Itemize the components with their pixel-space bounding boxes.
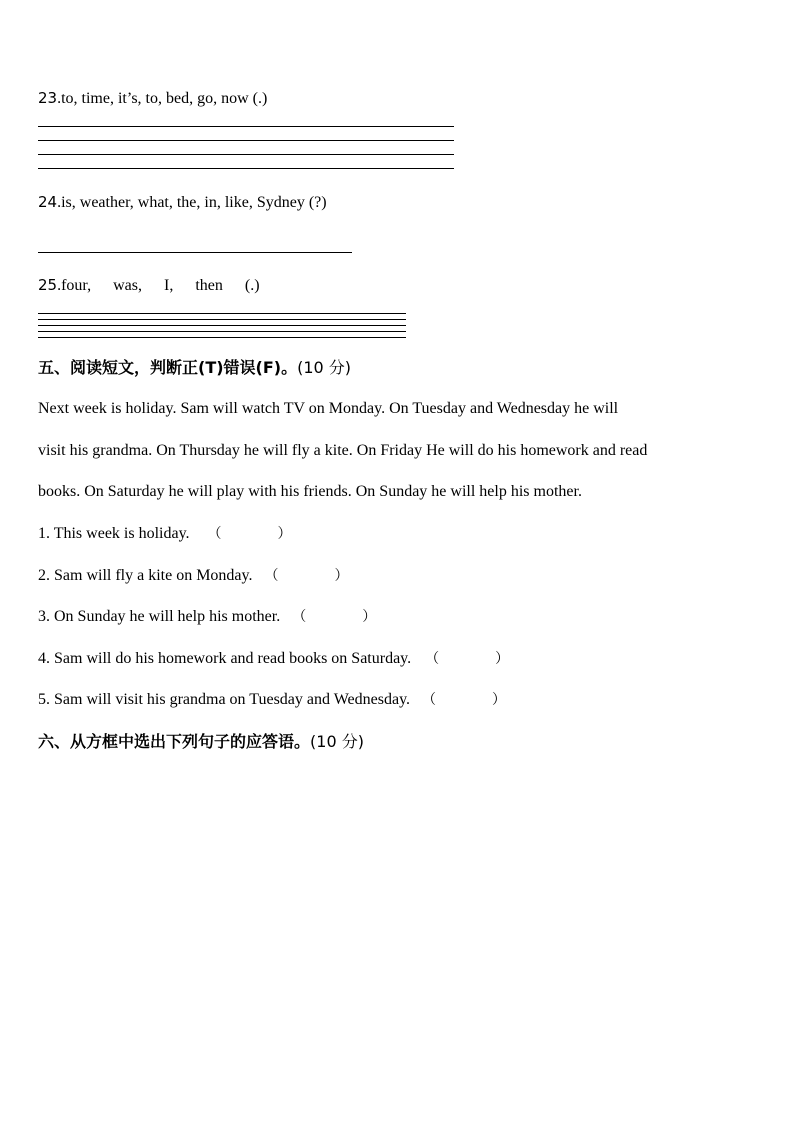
section-title: 六、从方框中选出下列句子的应答语。 [38, 732, 311, 751]
answer-line [38, 154, 454, 155]
question-word: then [195, 277, 223, 294]
answer-blank[interactable]: （ ） [422, 692, 507, 708]
answer-blank[interactable]: （ ） [207, 526, 292, 542]
question-25 [38, 275, 260, 296]
question-24 [38, 192, 327, 213]
section-5-heading [38, 358, 351, 378]
section-points: (10 分) [310, 732, 364, 751]
passage-line-3: books. On Saturday he will play with his friends. On Sunday he will help his mother. [38, 483, 582, 500]
item-text: 2. Sam will fly a kite on Monday. [38, 567, 253, 584]
answer-blank[interactable]: （ ） [425, 651, 510, 667]
answer-line [38, 319, 406, 320]
answer-line [38, 140, 454, 141]
question-number: 23 [38, 89, 58, 107]
passage-line-2: visit his grandma. On Thursday he will fly a kite. On Friday He will do his homework and read [38, 442, 648, 459]
answer-line [38, 252, 352, 253]
item-text: 1. This week is holiday. [38, 525, 190, 542]
question-text: .to, time, it’s, to, bed, go, now (.) [57, 90, 268, 107]
answer-line [38, 168, 454, 169]
item-text: 4. Sam will do his homework and read books on Saturday. [38, 650, 412, 667]
answer-line [38, 126, 454, 127]
question-word: was, [113, 277, 142, 294]
tf-item-1 [38, 524, 292, 544]
question-number: 25 [38, 276, 58, 294]
answer-line [38, 325, 406, 326]
tf-item-2 [38, 566, 349, 586]
answer-line [38, 331, 406, 332]
answer-line [38, 313, 406, 314]
item-text: 3. On Sunday he will help his mother. [38, 608, 281, 625]
question-23 [38, 88, 267, 109]
section-title: 五、阅读短文，判断正(T)错误(F)。 [38, 358, 298, 377]
question-word: I, [164, 277, 174, 294]
question-text: .is, weather, what, the, in, like, Sydney (?) [57, 194, 327, 211]
tf-item-3 [38, 607, 376, 627]
answer-line [38, 337, 406, 338]
answer-blank[interactable]: （ ） [292, 609, 377, 625]
section-points: (10 分) [297, 358, 352, 377]
section-6-heading [38, 732, 364, 752]
question-word: (.) [244, 277, 260, 294]
question-number: 24 [38, 193, 58, 211]
tf-item-5 [38, 690, 506, 710]
answer-blank[interactable]: （ ） [264, 568, 349, 584]
question-word: .four, [57, 277, 92, 294]
passage-line-1: Next week is holiday. Sam will watch TV on Monday. On Tuesday and Wednesday he will [38, 400, 619, 417]
item-text: 5. Sam will visit his grandma on Tuesday and Wednesday. [38, 691, 411, 708]
tf-item-4 [38, 649, 509, 669]
